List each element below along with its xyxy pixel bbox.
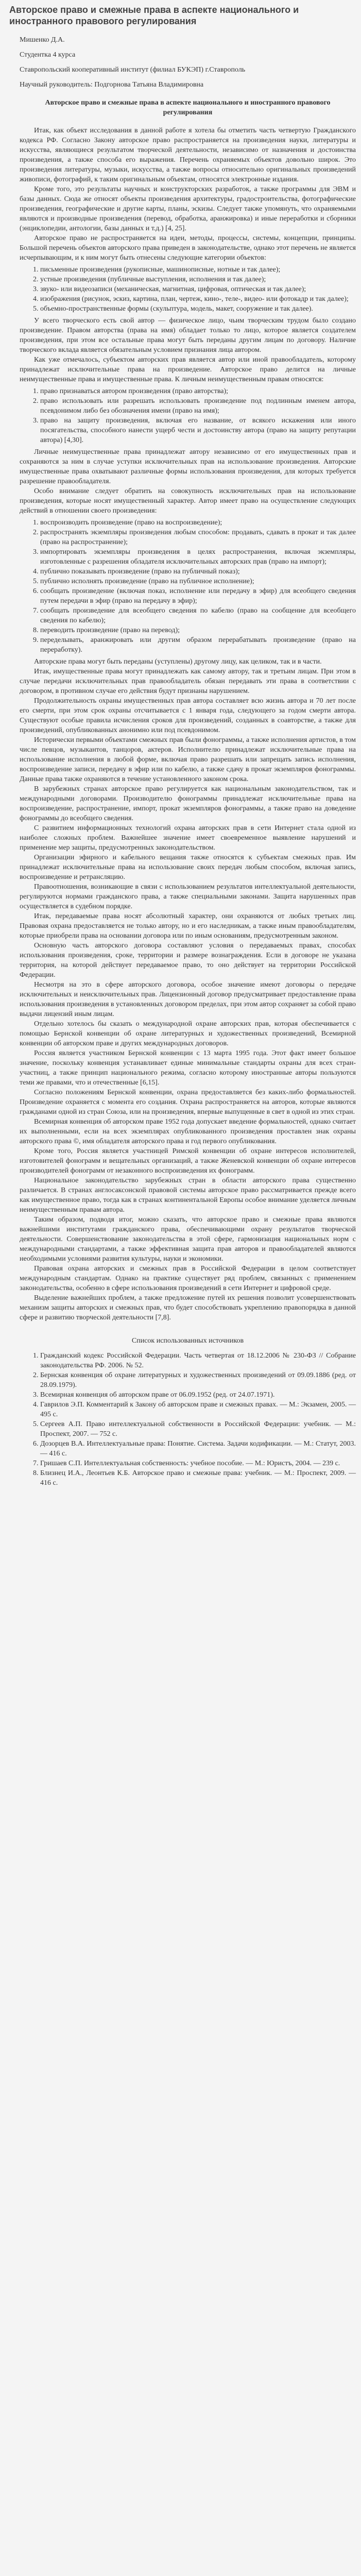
reference-item: 8. Близнец И.А., Леонтьев К.Б. Авторское право и смежные права: учебник. — М.: Проспект, 2009. — 416 с. [40, 1468, 356, 1488]
paragraph: Кроме того, это результаты научных и конструкторских разработок, а также программы для ЭВМ и базы данных. Сюда же относят объекты произведения архитектуры, градостроительства, фотографические произведения, географические и другие карты, планы, эскизы. Следует также упомянуть, что охраняемыми являются и производные произведения (перевод, обработка, аранжировка) и иные переработки и сборники (энциклопедии, антологии, базы данных и т.д.) [4, 25]. [20, 185, 356, 232]
section-intro [20, 126, 356, 263]
reference-item: 2. Бернская конвенция об охране литературных и художественных произведений от 09.09.1886 (ред. от 28.09.1979). [40, 1370, 356, 1390]
list-item: 4. изображения (рисунок, эскиз, картина, план, чертеж, кино-, теле-, видео- или фотокадр и так далее); [40, 294, 356, 304]
scientific-advisor: Научный руководитель: Подгорнова Татьяна Владимировна [20, 81, 204, 89]
list-item: 5. публично исполнять произведение (право на публичное исполнение); [40, 577, 356, 586]
paragraph: Личные неимущественные права принадлежат автору независимо от его имущественных прав и сохраняются за ним в случае уступки исключительных прав на использование произведения. Авторские имущественные права охватывают различные формы использования произведения, для которых требуется разрешение правообладателя. [20, 448, 356, 485]
paragraph: Согласно положениям Бернской конвенции, охрана предоставляется без каких-либо формальностей. Произведение охраняется с момента его создания. Охрана распространяется на авторов, которые являются гражданами одной из стран Союза, или на произведения, впервые выпущенные в свет в одной из этих стран. [20, 1089, 356, 1116]
paragraph: С развитием информационных технологий охрана авторских прав в сети Интернет стала одной из наиболее сложных проблем. Важнейшее значение имеет своевременное выявление нарушений и применение мер защиты, предусмотренных законодательством. [20, 824, 356, 852]
paragraph: Всемирная конвенция об авторском праве 1952 года допускает введение формальностей, однако считает их выполненными, если на всех экземплярах опубликованного произведения проставлен знак охраны авторского права ©, имя обладателя авторского права и год первого опубликования. [20, 1118, 356, 1145]
exclusive-rights-list [20, 518, 356, 655]
paragraph: Авторские права могут быть переданы (уступлены) другому лицу, как целиком, так и в части. [34, 658, 322, 666]
author-meta [20, 35, 356, 90]
paragraph: Таким образом, подводя итог, можно сказать, что авторское право и смежные права являются важнейшими институтами гражданского права, обеспечивающими охрану результатов творческой деятельности. Совершенствование законодательства в этой сфере, гармонизация национальных норм с международными стандартами, а также эффективная защита прав авторов и правообладателей являются необходимыми условиями развития культуры, науки и экономики. [20, 1216, 356, 1263]
list-item: 4. публично показывать произведение (право на публичный показ); [40, 567, 356, 577]
paragraph: У всего творческого есть свой автор — физическое лицо, чьим творческим трудом было создано произведение. Правом авторства (права на имя) обладает только то лицо, которое является создателем произведения, при этом все остальные права могут быть переданы другим лицам по договору. Наличие творческого вклада является обязательным условием признания лица автором. [20, 317, 356, 354]
paragraph: Основную часть авторского договора составляют условия о передаваемых правах, способах использования произведения, сроке, территории и размере вознаграждения. Если в договоре не указана территория, на которой действует передаваемое право, то оно действует на территории Российской Федерации. [20, 942, 356, 979]
list-item: 2. право использовать или разрешать использовать произведение под подлинным именем автора, псевдонимом либо без обозначения имени (право на имя); [40, 396, 356, 416]
list-item: 2. устные произведения (публичные выступления, исполнения и так далее); [40, 275, 356, 284]
section-main [20, 657, 356, 1323]
list-item: 6. сообщать произведение (включая показ, исполнение или передачу в эфир) для всеобщего сведения путем передачи в эфир (право на передачу в эфир); [40, 586, 356, 606]
reference-item: 3. Всемирная конвенция об авторском праве от 06.09.1952 (ред. от 24.07.1971). [40, 1390, 356, 1400]
reference-item: 6. Дозорцев В.А. Интеллектуальные права: Понятие. Система. Задачи кодификации. — М.: Статут, 2003. — 416 с. [40, 1439, 356, 1459]
paragraph: Итак, имущественные права могут принадлежать как самому автору, так и третьим лицам. При этом в случае передачи исключительных прав правообладатель обязан передавать эти права в соответствии с договором, в противном случае его действия будут признаны нарушением. [20, 668, 356, 695]
paragraph: Отдельно хотелось бы сказать о международной охране авторских прав, которая обеспечивается с помощью Бернской конвенции об охране литературных и художественных произведений, Всемирной конвенции об авторском праве и других международных договоров. [20, 1020, 356, 1047]
paragraph: Правоотношения, возникающие в связи с использованием результатов интеллектуальной деятельности, регулируются нормами гражданского права, а также специальными законами. Защита нарушенных прав осуществляется в судебном порядке. [20, 883, 356, 910]
list-item: 1. письменные произведения (рукописные, машинописные, нотные и так далее); [40, 265, 356, 275]
paragraph: Национальное законодательство зарубежных стран в области авторского права существенно различается. В странах англосаксонской правовой системы авторское право рассматривается прежде всего как имущественное право, тогда как в странах континентальной Европы особое внимание уделяется личным неимущественным правам автора. [20, 1177, 356, 1214]
author-status: Студентка 4 курса [20, 51, 76, 59]
list-item: 3. импортировать экземпляры произведения в целях распространения, включая экземпляры, изготовленные с разрешения обладателя исключительных авторских прав (право на импорт); [40, 547, 356, 567]
header [0, 0, 361, 32]
section-property-rights [20, 447, 356, 516]
list-item: 7. сообщать произведение для всеобщего сведения по кабелю (право на сообщение для всеобщего сведения по кабелю); [40, 606, 356, 625]
paragraph: Кроме того, Россия является участницей Римской конвенции об охране интересов исполнителей, изготовителей фонограмм и вещательных организаций, а также Женевской конвенции об охране интересов производителей фонограмм от незаконного воспроизведения их фонограмм. [20, 1147, 356, 1175]
reference-item: 4. Гаврилов Э.П. Комментарий к Закону об авторском праве и смежных правах. — М.: Экзамен, 2005. — 495 с. [40, 1400, 356, 1419]
list-item: 3. звуко- или видеозаписи (механическая, магнитная, цифровая, оптическая и так далее); [40, 284, 356, 294]
page-title: Авторское право и смежные права в аспекте национального и иностранного правового регулирования [9, 5, 299, 26]
paragraph: Выделение важнейших проблем, а также предложение путей их решения позволит усовершенствовать механизм защиты авторских и смежных прав, что будет способствовать укреплению правопорядка в данной сфере и развитию творческой деятельности [7,8]. [20, 1294, 356, 1321]
paragraph: Итак, передаваемые права носят абсолютный характер, они охраняются от любых третьих лиц. Правовая охрана предоставляется не только автору, но и его наследникам, а также иным правообладателям, которые приобрели права на основании договора или по иным основаниям, предусмотренным законом. [20, 912, 356, 940]
paragraph: Правовая охрана авторских и смежных прав в Российской Федерации в целом соответствует международным стандартам. Однако на практике существует ряд проблем, связанных с применением законодательства, особенно в сфере использования произведений в сети Интернет и цифровой среде. [20, 1265, 356, 1292]
author-name: Мишенко Д.А. [20, 36, 65, 44]
paragraph: Авторское право не распространяется на идеи, методы, процессы, системы, концепции, принципы. Большой перечень объектов авторского права приведен в законодательстве, однако этот перечень не является исчерпывающим, и к ним могут быть отнесены следующие категории объектов: [20, 234, 356, 262]
object-categories-list [20, 265, 356, 314]
list-item: 2. распространять экземпляры произведения любым способом: продавать, сдавать в прокат и так далее (право на распространение); [40, 528, 356, 547]
paragraph: Итак, как объект исследования в данной работе я хотела бы отметить часть четвертую Гражданского кодекса РФ. Согласно Закону авторское право распространяется на произведения науки, литературы и искусства, являющиеся результатом творческой деятельности, независимо от назначения и достоинства произведения, а также способа его выражения. Перечень охраняемых объектов довольно широк. Это произведения литературы, музыки, искусства, а также вопросы относительно оригинальных произведений живописи, фотографий, к таким оригинальным объектам, относятся электронные издания. [20, 127, 356, 183]
list-item: 5. объемно-пространственные формы (скульптура, модель, макет, сооружение и так далее). [40, 304, 356, 314]
author-institute: Ставропольский кооперативный институт (филиал БУКЭП) г.Ставрополь [20, 66, 246, 74]
list-item: 1. право признаваться автором произведения (право авторства); [40, 386, 356, 396]
paragraph: Продолжительность охраны имущественных прав автора составляет всю жизнь автора и 70 лет после его смерти, при этом срок охраны отсчитывается с 1 января года, следующего за годом смерти автора. Существуют особые правила исчисления сроков для произведений, созданных в соавторстве, а также для произведений, опубликованных анонимно или под псевдонимом. [20, 697, 356, 734]
paragraph: В зарубежных странах авторское право регулируется как национальным законодательством, так и международными договорами. Производителю фонограммы принадлежат исключительные права на воспроизведение, распространение, импорт, прокат экземпляров фонограммы, а также право на доведение фонограммы до всеобщего сведения. [20, 785, 356, 822]
list-item: 8. переводить произведение (право на перевод); [40, 625, 356, 635]
personal-rights-list [20, 386, 356, 445]
section-authors [20, 316, 356, 384]
references-list [20, 1351, 356, 1488]
paragraph: Россия является участником Бернской конвенции с 13 марта 1995 года. Этот факт имеет большое значение, поскольку конвенция устанавливает единые минимальные стандарты охраны для всех стран-участниц, а также принцип национального режима, согласно которому иностранные авторы пользуются теми же правами, что и отечественные [6,15]. [20, 1049, 356, 1087]
reference-item: 7. Гришаев С.П. Интеллектуальная собственность: учебное пособие. — М.: Юристъ, 2004. — 239 с. [40, 1459, 356, 1468]
paragraph: Как уже отмечалось, субъектом авторских прав является автор или иной правообладатель, которому принадлежат исключительные права на произведение. Авторское право делится на личные неимущественные права и имущественные права. К личным неимущественным правам относятся: [20, 356, 356, 383]
paragraph: Несмотря на это в сфере авторского договора, особое значение имеют договоры о передаче исключительных и неисключительных прав. Лицензионный договор предусматривает предоставление права использования произведения в установленных договором пределах, при этом автор сохраняет за собой право выдачи лицензий иным лицам. [20, 981, 356, 1018]
reference-item: 5. Сергеев А.П. Право интеллектуальной собственности в Российской Федерации: учебник. — М.: Проспект, 2007. — 752 с. [40, 1419, 356, 1439]
paragraph: Особо внимание следует обратить на совокупность исключительных прав на использование произведения, которые носят имущественный характер. Автор имеет право на осуществление следующих действий в отношении своего произведения: [20, 487, 356, 515]
list-item: 3. право на защиту произведения, включая его название, от всякого искажения или иного посягательства, способного нанести ущерб чести и достоинству автора (право на защиту репутации автора) [4,30]. [40, 416, 356, 445]
paragraph: Организации эфирного и кабельного вещания также относятся к субъектам смежных прав. Им принадлежат исключительные права на использование своих передач любым способом, включая запись, воспроизведение и ретрансляцию. [20, 854, 356, 881]
list-item: 1. воспроизводить произведение (право на воспроизведение); [40, 518, 356, 528]
reference-item: 1. Гражданский кодекс Российской Федерации. Часть четвертая от 18.12.2006 № 230-ФЗ // Собрание законодательства РФ. 2006. № 52. [40, 1351, 356, 1370]
paragraph: Исторически первыми объектами смежных прав были фонограммы, а также исполнения артистов, в том числе певцов, музыкантов, танцоров, актеров. Исполнителю принадлежат исключительные права на использование исполнения в любой форме, включая право разрешать или запрещать запись исполнения, воспроизведение записи, передачу в эфир или по кабелю, а также сдачу в прокат экземпляров фонограммы. Данные права также охраняются в течение установленного законом срока. [20, 736, 356, 783]
document-title: Авторское право и смежные права в аспекте национального и иностранного правового регулирования [45, 99, 331, 116]
list-item: 9. переделывать, аранжировать или другим образом перерабатывать произведение (право на переработку). [40, 635, 356, 655]
article-body [0, 32, 361, 1505]
references-title: Список использованных источников [131, 1337, 244, 1345]
